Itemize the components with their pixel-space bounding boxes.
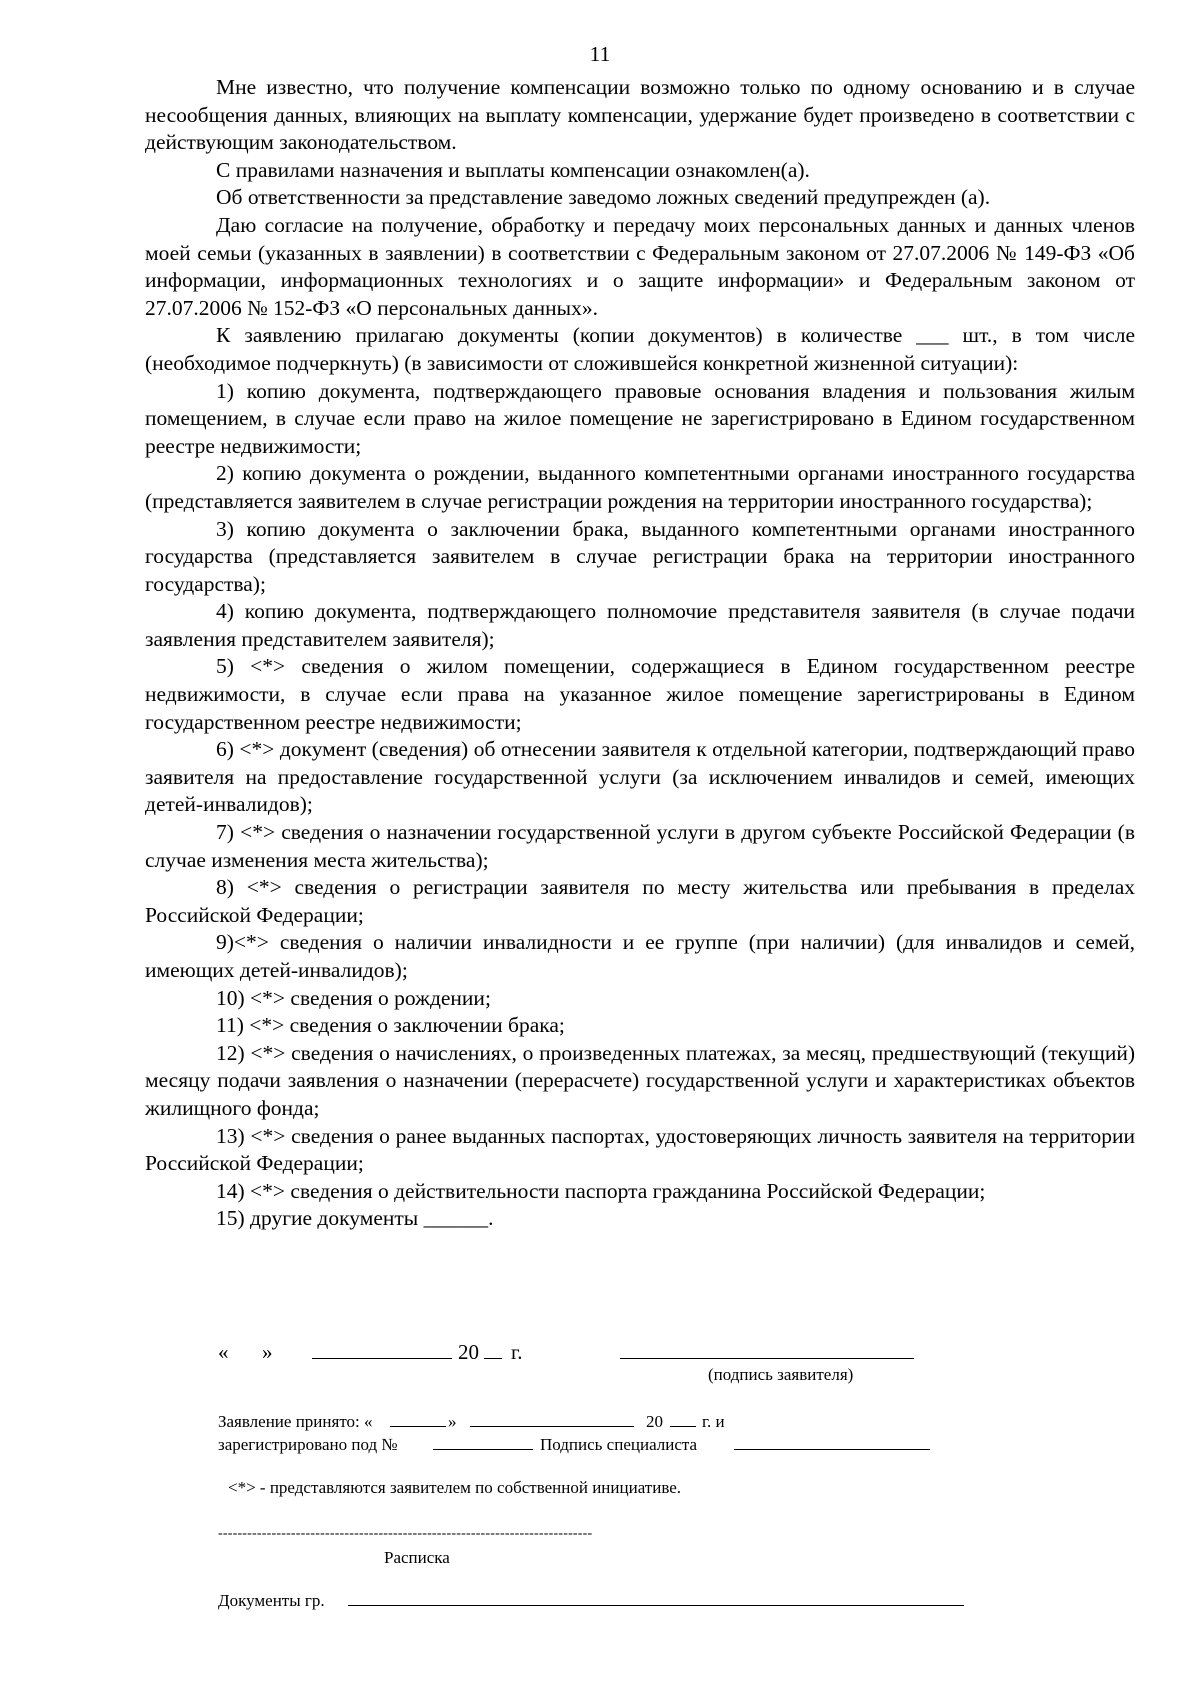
- registration-number-field[interactable]: [433, 1449, 533, 1450]
- paragraph-consent: Даю согласие на получение, обработку и передачу моих персональных данных и данных членов моей семьи (указанных в заявлении) в соответствии с Федеральным законом от 27.07.2006 № 149-ФЗ «Об информации, информационных технологиях и о защите информации» и Федеральным законом от 27.07.2006 № 152-ФЗ «О персональных данных».: [145, 212, 1135, 320]
- list-item: 12) <*> сведения о начислениях, о произведенных платежах, за месяц, предшествующий (текущий) месяцу подачи заявления о назначении (перерасчете) государственной услуги и характеристиках объектов жилищного фонда;: [145, 1040, 1135, 1120]
- year-prefix: 20: [458, 1340, 479, 1364]
- list-item: 2) копию документа о рождении, выданного компетентными органами иностранного государства (представляется заявителем в случае регистрации рождения на территории иностранного государства);: [145, 461, 1135, 513]
- list-item: 3) копию документа о заключении брака, выданного компетентными органами иностранного государства (представляется заявителем в случае регистрации брака на территории иностранного государства);: [145, 516, 1135, 596]
- list-item: 13) <*> сведения о ранее выданных паспортах, удостоверяющих личность заявителя на территории Российской Федерации;: [145, 1123, 1135, 1176]
- list-item: 7) <*> сведения о назначении государственной услуги в другом субъекте Российской Федерации (в случае изменения места жительства);: [145, 820, 1135, 872]
- paragraph-compensation-basis: Мне известно, что получение компенсации возможно только по одному основанию и в случае несообщения данных, влияющих на выплату компенсации, удержание будет произведено в соответствии с действующим законодательством.: [145, 75, 1135, 155]
- accepted-label: Заявление принято: «: [218, 1412, 373, 1431]
- document-body: [145, 74, 1135, 1233]
- accepted-suffix: г. и: [702, 1412, 725, 1431]
- accepted-close: »: [448, 1412, 457, 1431]
- list-item: 15) другие документы ______.: [216, 1206, 494, 1231]
- paragraph-responsibility: Об ответственности за представление заведомо ложных сведений предупрежден (а).: [216, 185, 991, 210]
- list-item: 11) <*> сведения о заключении брака;: [216, 1013, 565, 1038]
- accepted-day-field[interactable]: [390, 1426, 446, 1427]
- documents-citizen-field[interactable]: [348, 1605, 964, 1606]
- receipt-title: Расписка: [384, 1548, 450, 1567]
- list-item: 9)<*> сведения о наличии инвалидности и ее группе (при наличии) (для инвалидов и семей, имеющих детей-инвалидов);: [145, 930, 1135, 982]
- list-item: 8) <*> сведения о регистрации заявителя по месту жительства или пребывания в пределах Российской Федерации;: [145, 875, 1135, 927]
- accepted-month-field[interactable]: [470, 1426, 634, 1427]
- signature-caption: (подпись заявителя): [708, 1365, 854, 1384]
- list-item: 6) <*> документ (сведения) об отнесении заявителя к отдельной категории, подтверждающий право заявителя на предоставление государственной услуги (за исключением инвалидов и семей, имеющих детей-инвалидов);: [145, 737, 1135, 817]
- list-item: 4) копию документа, подтверждающего полномочие представителя заявителя (в случае подачи заявления представителем заявителя);: [145, 599, 1135, 651]
- footnote: <*> - представляются заявителем по собственной инициативе.: [228, 1478, 682, 1497]
- quote-open: «: [218, 1340, 229, 1364]
- specialist-label: Подпись специалиста: [540, 1435, 698, 1454]
- page-number: 11: [589, 42, 611, 66]
- quote-close: »: [262, 1340, 273, 1364]
- list-item: 1) копию документа, подтверждающего правовые основания владения и пользования жилым помещением, в случае если право на жилое помещение не зарегистрировано в Едином государственном реестре недвижимости;: [145, 378, 1135, 458]
- registered-label: зарегистрировано под №: [218, 1435, 398, 1454]
- year-suffix: г.: [511, 1340, 523, 1364]
- accepted-year-prefix: 20: [646, 1412, 663, 1431]
- list-item: 14) <*> сведения о действительности паспорта гражданина Российской Федерации;: [216, 1178, 986, 1203]
- date-month-field[interactable]: [312, 1358, 452, 1359]
- paragraph-rules-acknowledged: С правилами назначения и выплаты компенсации ознакомлен(а).: [216, 157, 810, 182]
- specialist-signature-field[interactable]: [734, 1449, 930, 1450]
- applicant-signature-field[interactable]: [620, 1358, 914, 1359]
- accepted-year-field[interactable]: [670, 1426, 696, 1427]
- list-item: 10) <*> сведения о рождении;: [216, 985, 491, 1010]
- documents-label: Документы гр.: [218, 1591, 325, 1610]
- separator-line: -----------------------------------------------------------------------------: [218, 1526, 593, 1541]
- list-item: 5) <*> сведения о жилом помещении, содержащиеся в Едином государственном реестре недвижимости, в случае если права на указанное жилое помещение зарегистрированы в Едином государственном реестре недвижимости;: [145, 654, 1135, 734]
- year-field[interactable]: [484, 1358, 502, 1359]
- paragraph-attachments: К заявлению прилагаю документы (копии документов) в количестве ___ шт., в том числе (необходимое подчеркнуть) (в зависимости от сложившейся конкретной жизненной ситуации):: [145, 323, 1135, 375]
